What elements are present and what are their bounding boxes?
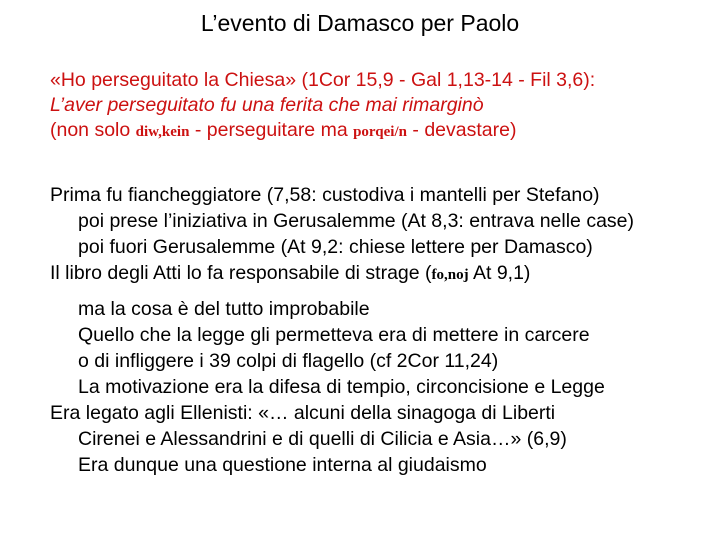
- text-segment: (non solo: [50, 119, 136, 141]
- greek-term: porqei/n: [353, 124, 407, 140]
- body-text: [50, 182, 718, 478]
- body-line: o di infliggere i 39 colpi di flagello (cf 2Cor 11,24): [78, 350, 499, 372]
- body-line: ma la cosa è del tutto improbabile: [78, 298, 370, 320]
- body-line: Quello che la legge gli permetteva era di mettere in carcere: [78, 324, 590, 346]
- wound-line: L’aver perseguitato fu una ferita che mai rimarginò: [50, 94, 484, 116]
- greek-term: fo,noj: [431, 267, 469, 283]
- text-segment: - devastare): [406, 119, 517, 141]
- slide-title: L’evento di Damasco per Paolo: [200, 10, 520, 36]
- body-line: Prima fu fiancheggiatore (7,58: custodiva i mantelli per Stefano): [50, 184, 600, 206]
- text-segment: Il libro degli Atti lo fa responsabile di strage (: [50, 262, 432, 284]
- text-segment: At 9,1): [468, 262, 531, 284]
- greek-term: diw,kein: [135, 124, 190, 140]
- body-line: Era dunque una questione interna al giudaismo: [78, 454, 487, 476]
- body-line: poi fuori Gerusalemme (At 9,2: chiese lettere per Damasco): [78, 236, 593, 258]
- text-segment: - perseguitare ma: [189, 119, 354, 141]
- quote-line: «Ho perseguitato la Chiesa» (1Cor 15,9 - Gal 1,13-14 - Fil 3,6):: [50, 69, 596, 91]
- quote-block: [50, 68, 715, 145]
- greek-terms-line: [50, 118, 715, 145]
- body-line: La motivazione era la difesa di tempio, circoncisione e Legge: [78, 376, 605, 398]
- body-line: [50, 260, 718, 288]
- body-line: poi prese l’iniziativa in Gerusalemme (At 8,3: entrava nelle case): [78, 210, 635, 232]
- body-line: Era legato agli Ellenisti: «… alcuni della sinagoga di Liberti: [50, 402, 556, 424]
- body-line: Cirenei e Alessandrini e di quelli di Cilicia e Asia…» (6,9): [78, 428, 567, 450]
